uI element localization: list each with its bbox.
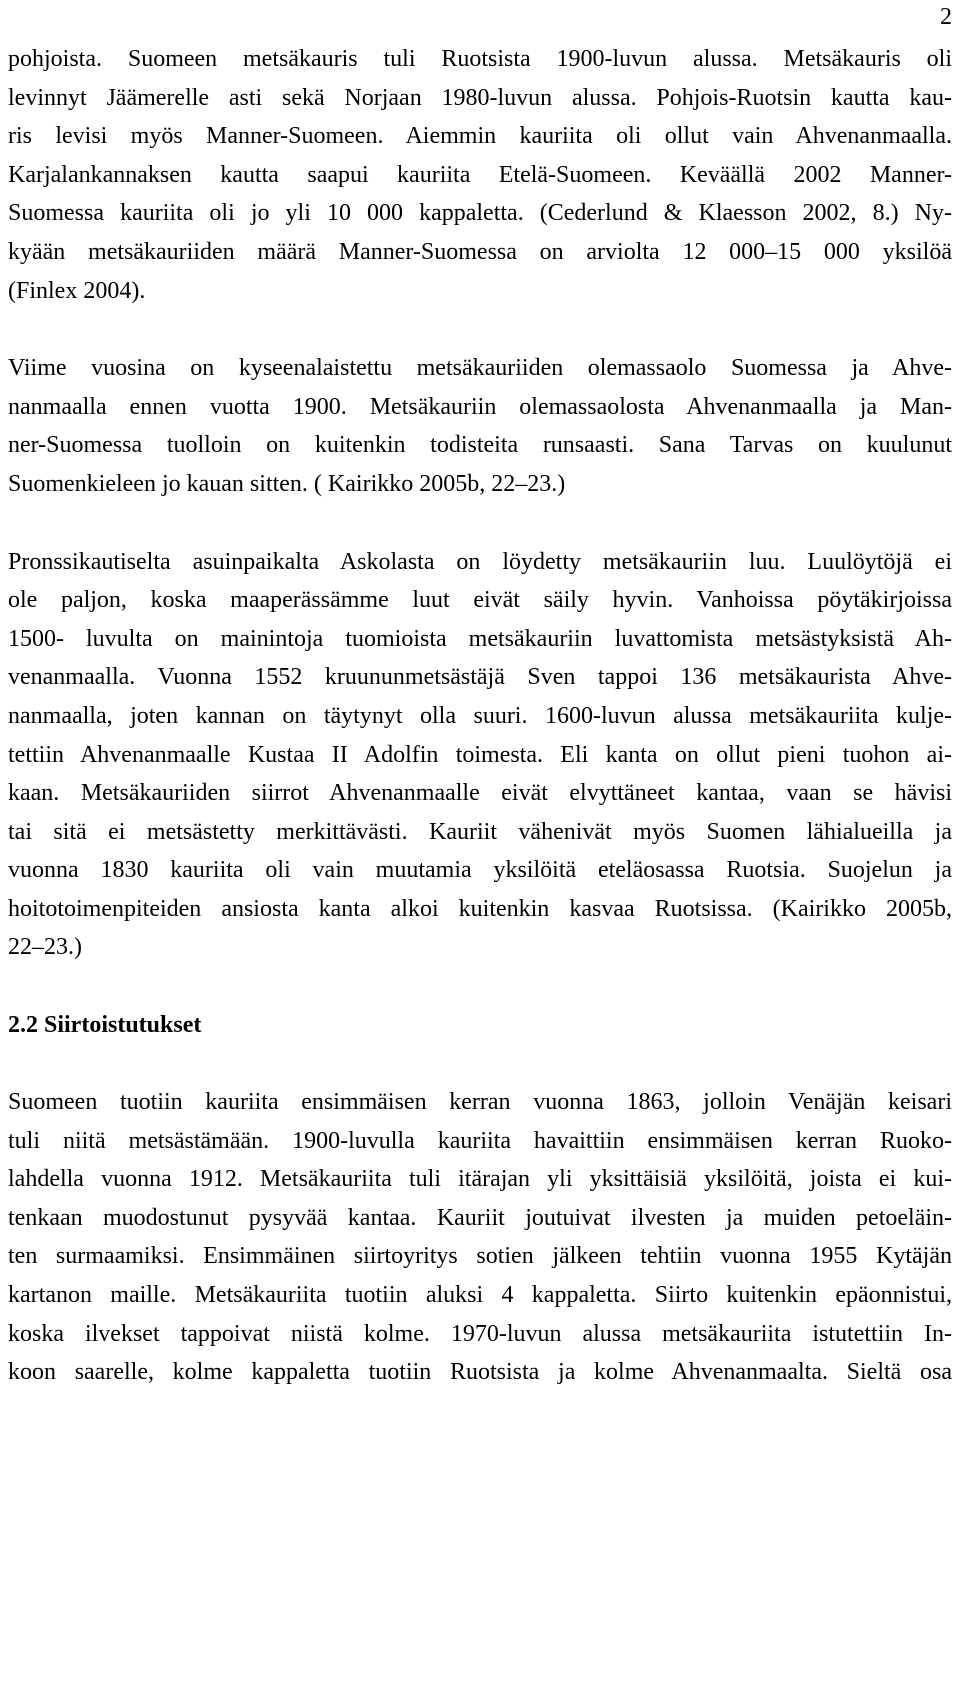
section-heading: 2.2 Siirtoistutukset [8,1012,202,1039]
text-line: ner-Suomessa tuolloin on kuitenkin todisteita runsaasti. Sana Tarvas on kuulunut [8,432,952,459]
paragraph-3 [8,543,952,968]
text-line: kyään metsäkauriiden määrä Manner-Suomessa on arviolta 12 000–15 000 yksilöä [8,238,952,265]
text-line: hoitotoimenpiteiden ansiosta kanta alkoi kuitenkin kasvaa Ruotsissa. (Kairikko 2005b, [8,895,952,922]
text-line: Karjalankannaksen kautta saapui kauriita Etelä-Suomeen. Keväällä 2002 Manner- [8,161,952,188]
text-line: ten surmaamiksi. Ensimmäinen siirtoyritys sotien jälkeen tehtiin vuonna 1955 Kytäjän [8,1243,952,1270]
text-line: levinnyt Jäämerelle asti sekä Norjaan 1980-luvun alussa. Pohjois-Ruotsin kautta kau- [8,84,952,111]
paragraph-4 [8,1083,952,1392]
text-line: 1500- luvulta on mainintoja tuomioista metsäkauriin luvattomista metsästyksistä Ah- [8,625,952,652]
text-line: Viime vuosina on kyseenalaistettu metsäkauriiden olemassaolo Suomessa ja Ahve- [8,355,952,382]
text-line: lahdella vuonna 1912. Metsäkauriita tuli itärajan yli yksittäisiä yksilöitä, joista ei kui- [8,1166,952,1193]
text-line: vuonna 1830 kauriita oli vain muutamia yksilöitä eteläosassa Ruotsia. Suojelun ja [8,857,952,884]
text-line: nanmaalla, joten kannan on täytynyt olla suuri. 1600-luvun alussa metsäkauriita kulje- [8,702,952,729]
text-line: ris levisi myös Manner-Suomeen. Aiemmin kauriita oli ollut vain Ahvenanmaalla. [8,123,952,150]
text-line: Pronssikautiselta asuinpaikalta Askolasta on löydetty metsäkauriin luu. Luulöytöjä ei [8,548,952,575]
text-line: pohjoista. Suomeen metsäkauris tuli Ruotsista 1900-luvun alussa. Metsäkauris oli [8,46,952,72]
paragraph-1 [8,40,952,310]
text-line: nanmaalla ennen vuotta 1900. Metsäkauriin olemassaolosta Ahvenanmaalla ja Man- [8,393,952,420]
paragraph-2 [8,349,952,503]
document-body [8,40,952,1392]
text-line: venanmaalla. Vuonna 1552 kruununmetsästäjä Sven tappoi 136 metsäkaurista Ahve- [8,664,952,691]
text-line: koska ilvekset tappoivat niistä kolme. 1970-luvun alussa metsäkauriita istutettiin In- [8,1320,952,1347]
text-line: koon saarelle, kolme kappaletta tuotiin Ruotsista ja kolme Ahvenanmaalta. Sieltä osa [8,1359,952,1386]
text-line: kartanon maille. Metsäkauriita tuotiin aluksi 4 kappaletta. Siirto kuitenkin epäonnistui, [8,1282,952,1309]
text-line: tettiin Ahvenanmaalle Kustaa II Adolfin toimesta. Eli kanta on ollut pieni tuohon ai- [8,741,952,768]
text-line: kaan. Metsäkauriiden siirrot Ahvenanmaalle eivät elvyttäneet kantaa, vaan se hävisi [8,780,952,807]
text-line: Suomeen tuotiin kauriita ensimmäisen kerran vuonna 1863, jolloin Venäjän keisari [8,1089,952,1116]
text-line: tenkaan muodostunut pysyvää kantaa. Kauriit joutuivat ilvesten ja muiden petoeläin- [8,1204,952,1231]
text-line: Suomessa kauriita oli jo yli 10 000 kappaletta. (Cederlund & Klaesson 2002, 8.) Ny- [8,200,952,227]
page-number: 2 [940,4,952,30]
text-line: tai sitä ei metsästetty merkittävästi. Kauriit vähenivät myös Suomen lähialueilla ja [8,818,952,845]
text-line: Suomenkieleen jo kauan sitten. ( Kairikko 2005b, 22–23.) [8,470,566,497]
text-line: 22–23.) [8,934,82,961]
text-line: ole paljon, koska maaperässämme luut eivät säily hyvin. Vanhoissa pöytäkirjoissa [8,587,952,614]
text-line: tuli niitä metsästämään. 1900-luvulla kauriita havaittiin ensimmäisen kerran Ruoko- [8,1127,952,1154]
text-line: (Finlex 2004). [8,277,146,304]
